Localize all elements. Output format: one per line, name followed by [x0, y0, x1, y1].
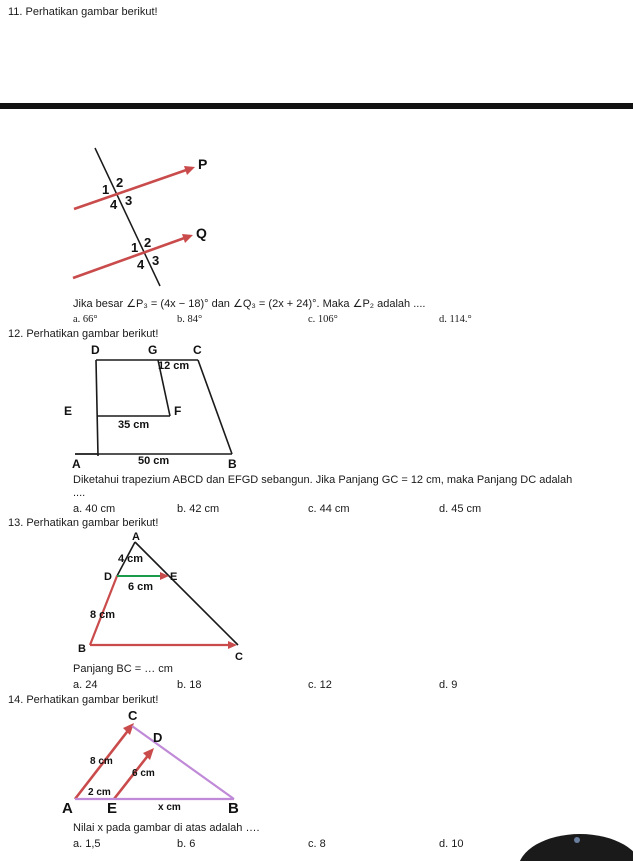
- q13-option-a: a. 24: [73, 679, 98, 691]
- q12-option-a: a. 40 cm: [73, 503, 116, 515]
- side-ac: [135, 542, 238, 645]
- q14-option-d: d. 10: [439, 838, 464, 850]
- q11-option-a: a. 66°: [73, 314, 98, 325]
- angle-q2: 2: [144, 235, 152, 250]
- q14-option-b: b. 6: [177, 838, 196, 850]
- q14-triangle-figure: [60, 706, 250, 821]
- label-ad: 4 cm: [118, 553, 144, 565]
- label-c: C: [128, 708, 138, 723]
- label-ab: 50 cm: [138, 455, 170, 467]
- side-cb: [132, 726, 234, 799]
- q13-option-d: d. 9: [439, 679, 458, 691]
- label-p: P: [198, 156, 208, 172]
- q12-text: Diketahui trapezium ABCD dan EFGD sebangun. Jika Panjang GC = 12 cm, maka Panjang DC adalah: [73, 474, 573, 486]
- q11-option-b: b. 84°: [177, 314, 203, 325]
- q13-option-c: c. 12: [308, 679, 332, 691]
- q11-option-d: d. 114.°: [439, 314, 472, 325]
- label-f: F: [174, 404, 182, 418]
- label-a: A: [62, 800, 73, 817]
- label-b: B: [228, 457, 237, 471]
- side-de-arrow: [160, 572, 169, 580]
- label-d: D: [153, 730, 163, 745]
- label-gc: 12 cm: [158, 360, 190, 372]
- q14-text: Nilai x pada gambar di atas adalah ….: [73, 822, 260, 834]
- line-p-arrow: [184, 166, 195, 175]
- label-eb: x cm: [158, 802, 181, 813]
- label-e: E: [107, 800, 118, 817]
- angle-p4: 4: [110, 197, 118, 212]
- label-e: E: [64, 404, 73, 418]
- angle-p3: 3: [125, 193, 133, 208]
- line-p: [74, 168, 192, 209]
- label-q: Q: [196, 225, 207, 241]
- label-g: G: [148, 343, 158, 357]
- label-d: D: [91, 343, 100, 357]
- q13-heading: 13. Perhatikan gambar berikut!: [8, 517, 159, 529]
- label-de: 6 cm: [128, 581, 154, 593]
- q14-option-c: c. 8: [308, 838, 326, 850]
- label-ef: 35 cm: [118, 419, 150, 431]
- decorative-dark-shape: [520, 820, 633, 861]
- angle-q1: 1: [131, 240, 139, 255]
- q12-option-d: d. 45 cm: [439, 503, 482, 515]
- label-de: 6 cm: [132, 768, 155, 779]
- angle-p1: 1: [102, 182, 110, 197]
- q12-option-c: c. 44 cm: [308, 503, 350, 515]
- line-q-arrow: [182, 234, 193, 243]
- label-a: A: [132, 531, 140, 543]
- label-cd: 8 cm: [90, 756, 113, 767]
- side-ad: [96, 360, 98, 456]
- q11-heading: 11. Perhatikan gambar berikut!: [8, 6, 158, 18]
- label-db: 8 cm: [90, 609, 116, 621]
- q11-parallel-lines-figure: [0, 140, 240, 300]
- q13-triangle-figure: [70, 530, 250, 665]
- label-b: B: [228, 800, 239, 817]
- q12-trapezium-figure: [60, 340, 250, 472]
- angle-q3: 3: [152, 253, 160, 268]
- label-c: C: [193, 343, 202, 357]
- label-e: E: [170, 571, 178, 583]
- angle-q4: 4: [137, 257, 145, 272]
- q12-text-continued: ....: [73, 487, 86, 499]
- label-d: D: [104, 571, 112, 583]
- side-cb: [198, 360, 232, 454]
- q11-text: Jika besar ∠P₃ = (4x − 18)° dan ∠Q₃ = (2x + 24)°. Maka ∠P₂ adalah ....: [73, 298, 426, 310]
- q12-heading: 12. Perhatikan gambar berikut!: [8, 328, 159, 340]
- page-divider: [0, 103, 633, 109]
- q14-heading: 14. Perhatikan gambar berikut!: [8, 694, 159, 706]
- label-b: B: [78, 643, 86, 655]
- q13-option-b: b. 18: [177, 679, 202, 691]
- q13-text: Panjang BC = … cm: [73, 663, 173, 675]
- angle-p2: 2: [116, 175, 124, 190]
- label-ae: 2 cm: [88, 787, 111, 798]
- q14-option-a: a. 1,5: [73, 838, 101, 850]
- label-c: C: [235, 651, 243, 663]
- label-a: A: [72, 457, 81, 471]
- q11-option-c: c. 106°: [308, 314, 338, 325]
- q12-option-b: b. 42 cm: [177, 503, 220, 515]
